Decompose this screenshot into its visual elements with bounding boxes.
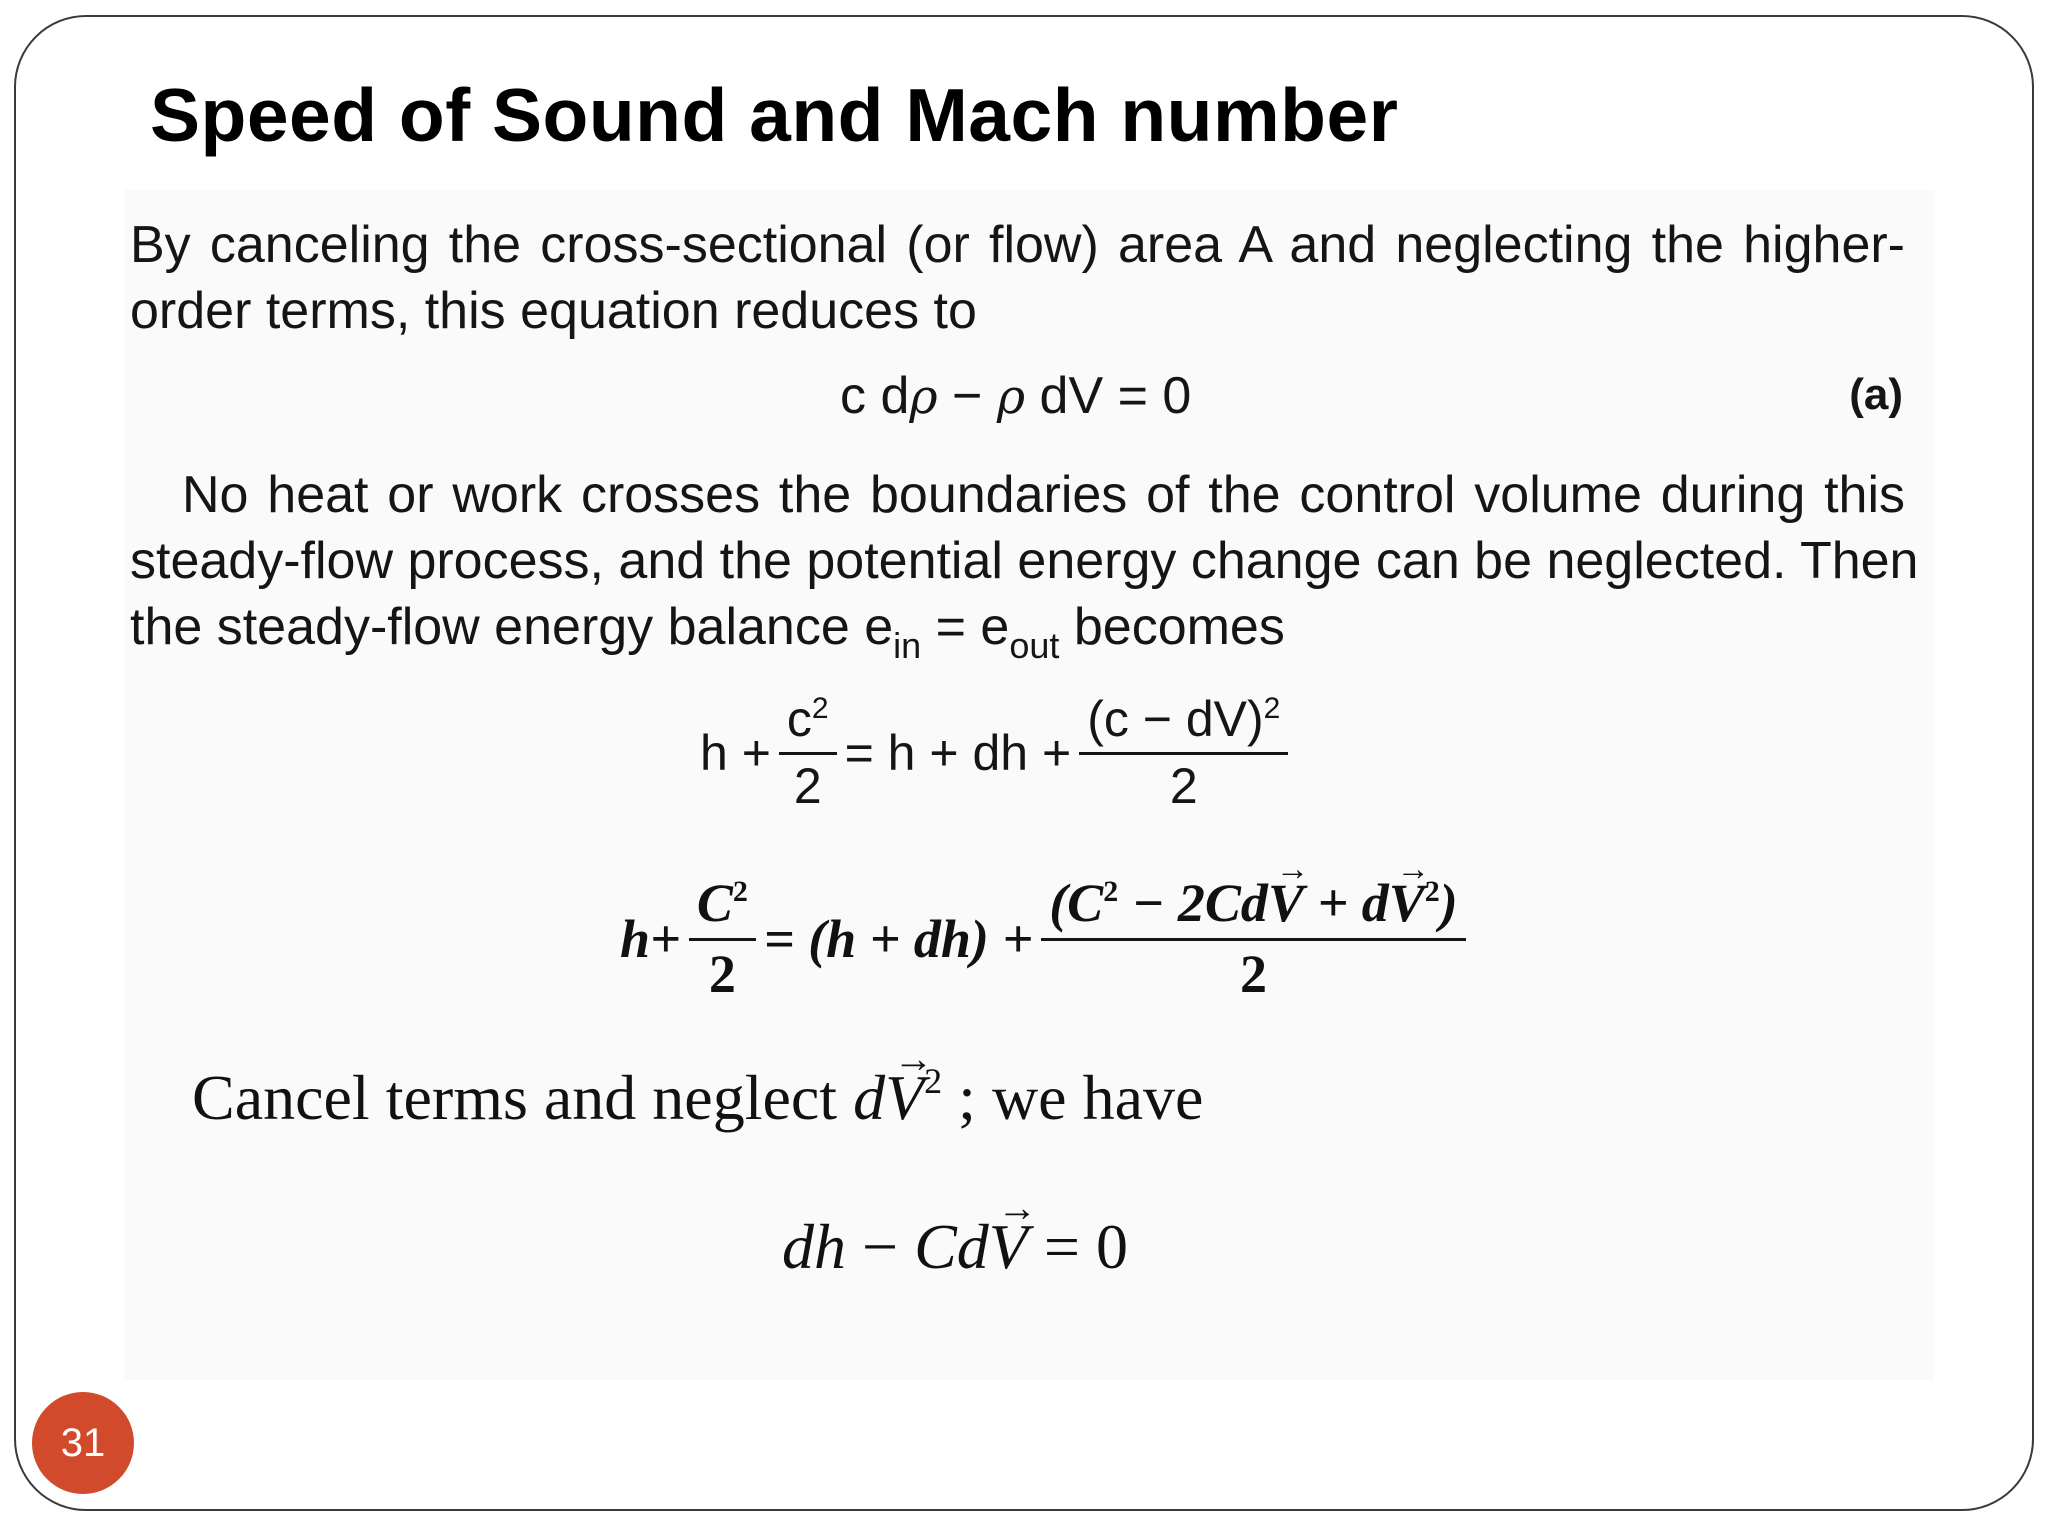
math-d: d [853,1062,886,1133]
paragraph-line [130,594,1905,666]
eq-text: c d [840,367,910,425]
fraction-denominator: 2 [793,758,822,814]
eq-text: Cd [914,1211,989,1282]
fraction-denominator: 2 [1239,944,1267,1004]
slide-title: Speed of Sound and Mach number [150,73,1399,157]
equation-d [782,1210,1128,1284]
superscript: 2 [924,1061,943,1101]
superscript: 2 [1103,875,1119,908]
paragraph-line: No heat or work crosses the boundaries of the control volume during this [182,466,1905,524]
paragraph-line: steady-flow process, and the potential energy change can be neglected. Then [130,532,1919,590]
eq-text: − [846,1211,915,1282]
eq-text: − 2Cd [1118,873,1268,933]
vector-v: → V [1268,872,1304,934]
eq-rho: ρ [909,369,938,425]
fraction [689,872,756,1005]
fraction-numerator [689,872,756,941]
eq-text: dV = 0 [1025,367,1192,425]
eq-text: c [786,691,812,747]
eq-text: h+ [620,908,681,969]
fraction-numerator [1079,690,1288,755]
eq-text: = 0 [1027,1211,1128,1282]
fraction-numerator [779,690,837,755]
equation-a [840,366,1191,426]
equation-a-label: (a) [1849,370,1903,419]
subscript-in: in [893,625,922,666]
eq-text: (c − dV) [1087,691,1264,747]
equation-c [620,872,1474,1005]
vector-v: → V [1389,872,1425,934]
fraction-denominator: 2 [708,944,736,1004]
superscript: 2 [732,875,748,908]
superscript: 2 [1424,875,1440,908]
eq-text: dh [782,1211,846,1282]
eq-text: + d [1303,873,1389,933]
superscript: 2 [1263,692,1281,725]
fraction-numerator [1041,872,1466,941]
text-run: the steady-flow energy balance e [130,598,894,656]
eq-text: ) [1439,873,1458,933]
vector-v: → V [885,1061,924,1135]
fraction [1079,690,1288,815]
text-run: Cancel terms and neglect [192,1062,854,1133]
eq-text: = h + dh + [844,724,1072,781]
slide-number-badge: 31 [32,1392,134,1494]
equation-b [700,690,1296,815]
paragraph-canceling [130,212,1905,344]
text-run: becomes [1059,598,1285,656]
cancel-terms-line [192,1060,1203,1135]
vector-v: → V [989,1210,1028,1284]
paragraph-energy-balance [130,462,1919,666]
eq-rho: ρ [996,369,1026,425]
fraction [1041,872,1466,1005]
subscript-out: out [1009,625,1060,666]
eq-text: − [937,367,997,425]
text-run: ; we have [942,1062,1204,1133]
eq-text: = (h + dh) + [763,908,1034,969]
text-run: = e [921,598,1010,656]
eq-text: C [696,873,733,933]
fraction-denominator: 2 [1169,758,1198,814]
eq-text: h + [700,724,771,781]
paragraph-line: order terms, this equation reduces to [130,282,977,340]
fraction [779,690,837,815]
superscript: 2 [811,692,829,725]
eq-text: (C [1049,873,1104,933]
paragraph-line: By canceling the cross-sectional (or flow) area A and neglecting the higher- [130,216,1905,274]
